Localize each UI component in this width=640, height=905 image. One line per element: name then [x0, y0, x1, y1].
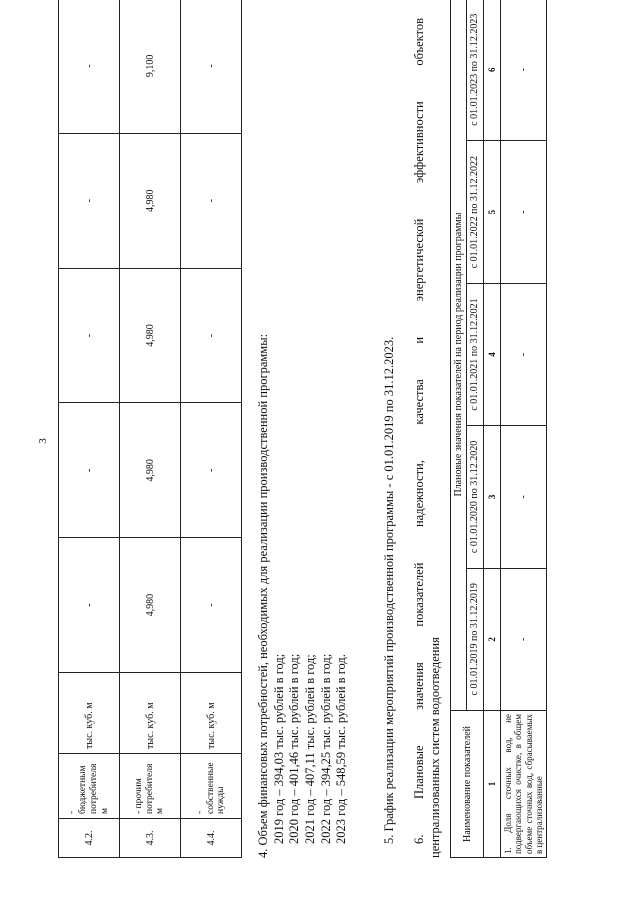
finance-line: 2020 год – 401,46 тыс. рублей в год; — [287, 653, 302, 844]
column-index: 4 — [484, 283, 501, 425]
section-6-line-2: централизованных систем водоотведения — [427, 637, 442, 858]
header-period: с 01.01.2022 по 31.12.2022 — [467, 141, 484, 283]
table-row — [501, 0, 547, 858]
row-unit: тыс. куб. м — [59, 673, 120, 754]
row-number: 4.4. — [181, 819, 242, 858]
column-index: 3 — [484, 426, 501, 568]
volume-table — [58, 0, 242, 858]
section-5: 5. График реализации мероприятий производственной программы - с 01.01.2019 по 31.12.2023. — [382, 336, 396, 844]
section-4-heading: 4. Объем финансовых потребностей, необходимых для реализации производственной программы: — [256, 333, 270, 858]
cell-value: - — [501, 141, 547, 283]
section-6-line-1: 6. Плановые значения показателей надежности, качества и энергетической эффективности объектов — [412, 18, 426, 844]
column-index: 1 — [484, 711, 501, 858]
row-name: - бюджетным потребителя м — [59, 754, 120, 819]
cell-value: - — [181, 538, 242, 673]
cell-value: - — [181, 403, 242, 538]
rotated-page-content — [58, 0, 618, 858]
cell-value: 4,980 — [120, 403, 181, 538]
row-name: - прочим потребителя м — [120, 754, 181, 819]
section-4 — [256, 334, 350, 858]
header-period: с 01.01.2021 по 31.12.2021 — [467, 283, 484, 425]
cell-value: - — [59, 133, 120, 268]
cell-value: 9,100 — [120, 0, 181, 133]
cell-value: - — [501, 426, 547, 568]
section-6 — [412, 18, 443, 858]
cell-value: - — [181, 268, 242, 403]
indicators-table — [450, 0, 547, 858]
header-period-group: Плановые значения показателей на период реализации программы — [451, 0, 467, 711]
cell-value: 4,980 — [120, 268, 181, 403]
header-period: с 01.01.2023 по 31.12.2023 — [467, 0, 484, 141]
cell-value: - — [501, 0, 547, 141]
cell-value: 4,980 — [120, 133, 181, 268]
header-period: с 01.01.2019 по 31.12.2019 — [467, 568, 484, 710]
header-period: с 01.01.2020 по 31.12.2020 — [467, 426, 484, 568]
cell-value: - — [59, 538, 120, 673]
table-row — [181, 0, 242, 858]
cell-value: - — [181, 133, 242, 268]
cell-value: - — [181, 0, 242, 133]
row-unit: тыс. куб. м — [120, 673, 181, 754]
cell-value: 4,980 — [120, 538, 181, 673]
row-name: - собственные нужды — [181, 754, 242, 819]
finance-line: 2021 год – 407,11 тыс. рублей в год; — [302, 654, 317, 844]
cell-value: - — [501, 568, 547, 710]
cell-value: - — [59, 403, 120, 538]
row-number: 4.3. — [120, 819, 181, 858]
indicator-name: 1. Доля сточных вод, не подвергающихся очистке, в общем объеме сточных вод, сбрасываемых в централизованные — [501, 711, 547, 858]
header-indicator-name: Наименование показателей — [451, 711, 484, 858]
table-row — [59, 0, 120, 858]
table-row — [120, 0, 181, 858]
cell-value: - — [59, 0, 120, 133]
column-index: 5 — [484, 141, 501, 283]
column-index: 6 — [484, 0, 501, 141]
page-number: 3 — [36, 438, 49, 444]
finance-line: 2023 год – 548,59 тыс. рублей в год. — [334, 654, 349, 844]
finance-line: 2019 год – 394,03 тыс. рублей в год; — [271, 653, 286, 844]
column-index: 2 — [484, 568, 501, 710]
cell-value: - — [59, 268, 120, 403]
finance-line: 2022 год – 394,25 тыс. рублей в год; — [318, 653, 333, 844]
row-number: 4.2. — [59, 819, 120, 858]
cell-value: - — [501, 283, 547, 425]
row-unit: тыс. куб. м — [181, 673, 242, 754]
index-row — [484, 0, 501, 858]
